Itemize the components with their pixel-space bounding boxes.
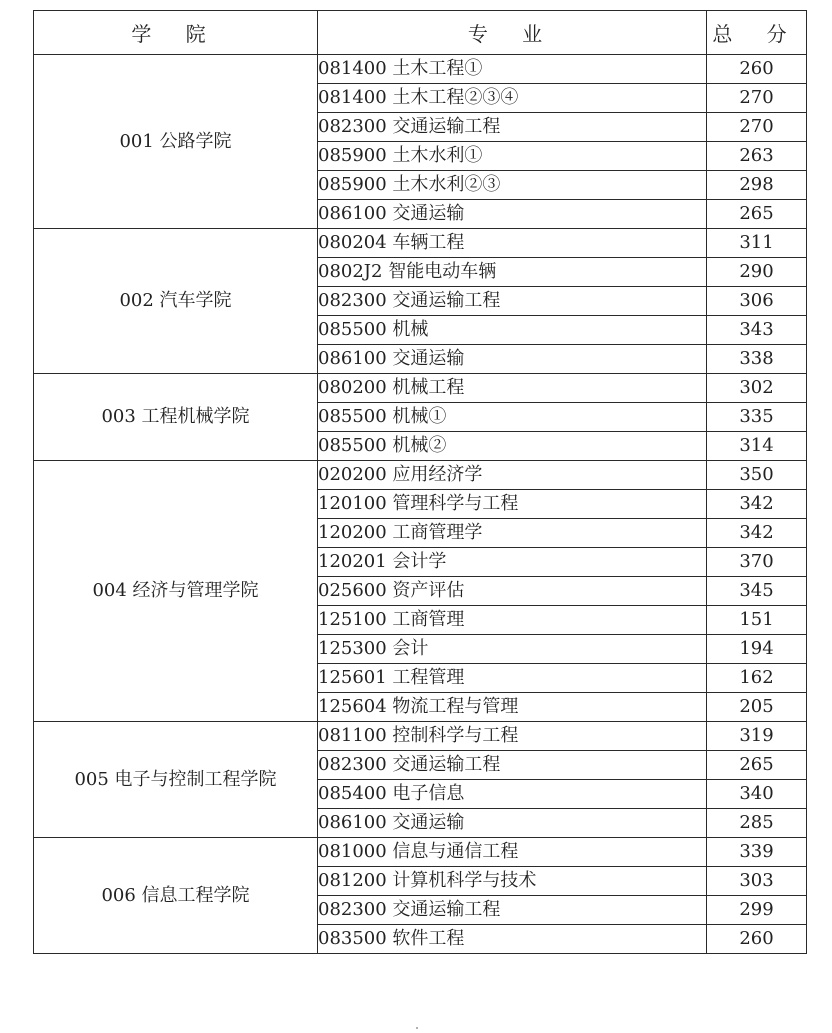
score-cell: 343 [707, 316, 807, 345]
score-cell: 311 [707, 229, 807, 258]
major-cell: 082300 交通运输工程 [318, 751, 707, 780]
score-cell: 151 [707, 606, 807, 635]
table-row [34, 55, 807, 84]
major-cell: 081200 计算机科学与技术 [318, 867, 707, 896]
score-cell: 270 [707, 113, 807, 142]
score-cell: 298 [707, 171, 807, 200]
major-cell: 0802J2 智能电动车辆 [318, 258, 707, 287]
major-cell: 125601 工程管理 [318, 664, 707, 693]
college-cell: 001 公路学院 [34, 55, 318, 229]
score-cell: 306 [707, 287, 807, 316]
score-cell: 302 [707, 374, 807, 403]
score-cell: 303 [707, 867, 807, 896]
major-cell: 085500 机械 [318, 316, 707, 345]
score-cell: 270 [707, 84, 807, 113]
major-cell: 120100 管理科学与工程 [318, 490, 707, 519]
major-cell: 085500 机械① [318, 403, 707, 432]
score-cell: 265 [707, 751, 807, 780]
major-cell: 086100 交通运输 [318, 200, 707, 229]
major-cell: 125100 工商管理 [318, 606, 707, 635]
major-cell: 082300 交通运输工程 [318, 113, 707, 142]
score-cell: 314 [707, 432, 807, 461]
college-cell: 004 经济与管理学院 [34, 461, 318, 722]
major-cell: 080204 车辆工程 [318, 229, 707, 258]
table-body [34, 55, 807, 954]
major-cell: 020200 应用经济学 [318, 461, 707, 490]
score-table [33, 10, 807, 954]
score-cell: 299 [707, 896, 807, 925]
header-score: 总 分 [707, 11, 807, 55]
major-cell: 083500 软件工程 [318, 925, 707, 954]
college-cell: 005 电子与控制工程学院 [34, 722, 318, 838]
major-cell: 081400 土木工程②③④ [318, 84, 707, 113]
major-cell: 125604 物流工程与管理 [318, 693, 707, 722]
major-cell: 081100 控制科学与工程 [318, 722, 707, 751]
score-cell: 260 [707, 925, 807, 954]
major-cell: 085900 土木水利②③ [318, 171, 707, 200]
score-cell: 340 [707, 780, 807, 809]
score-cell: 342 [707, 519, 807, 548]
score-cell: 205 [707, 693, 807, 722]
table-row [34, 838, 807, 867]
table-row [34, 722, 807, 751]
header-row [34, 11, 807, 55]
table-row [34, 374, 807, 403]
major-cell: 085900 土木水利① [318, 142, 707, 171]
score-cell: 263 [707, 142, 807, 171]
major-cell: 082300 交通运输工程 [318, 896, 707, 925]
college-cell: 003 工程机械学院 [34, 374, 318, 461]
score-cell: 335 [707, 403, 807, 432]
score-cell: 370 [707, 548, 807, 577]
major-cell: 120200 工商管理学 [318, 519, 707, 548]
major-cell: 085400 电子信息 [318, 780, 707, 809]
major-cell: 081000 信息与通信工程 [318, 838, 707, 867]
score-cell: 339 [707, 838, 807, 867]
score-cell: 265 [707, 200, 807, 229]
major-cell: 080200 机械工程 [318, 374, 707, 403]
header-college: 学 院 [34, 11, 318, 55]
score-cell: 338 [707, 345, 807, 374]
score-cell: 342 [707, 490, 807, 519]
table-row [34, 229, 807, 258]
decorative-dot [416, 1027, 418, 1029]
college-cell: 002 汽车学院 [34, 229, 318, 374]
major-cell: 081400 土木工程① [318, 55, 707, 84]
score-cell: 194 [707, 635, 807, 664]
table-row [34, 461, 807, 490]
score-cell: 162 [707, 664, 807, 693]
major-cell: 025600 资产评估 [318, 577, 707, 606]
major-cell: 086100 交通运输 [318, 345, 707, 374]
score-cell: 350 [707, 461, 807, 490]
major-cell: 082300 交通运输工程 [318, 287, 707, 316]
score-cell: 290 [707, 258, 807, 287]
header-major: 专 业 [318, 11, 707, 55]
major-cell: 125300 会计 [318, 635, 707, 664]
major-cell: 086100 交通运输 [318, 809, 707, 838]
score-cell: 260 [707, 55, 807, 84]
college-cell: 006 信息工程学院 [34, 838, 318, 954]
major-cell: 120201 会计学 [318, 548, 707, 577]
score-cell: 345 [707, 577, 807, 606]
major-cell: 085500 机械② [318, 432, 707, 461]
score-cell: 285 [707, 809, 807, 838]
score-cell: 319 [707, 722, 807, 751]
